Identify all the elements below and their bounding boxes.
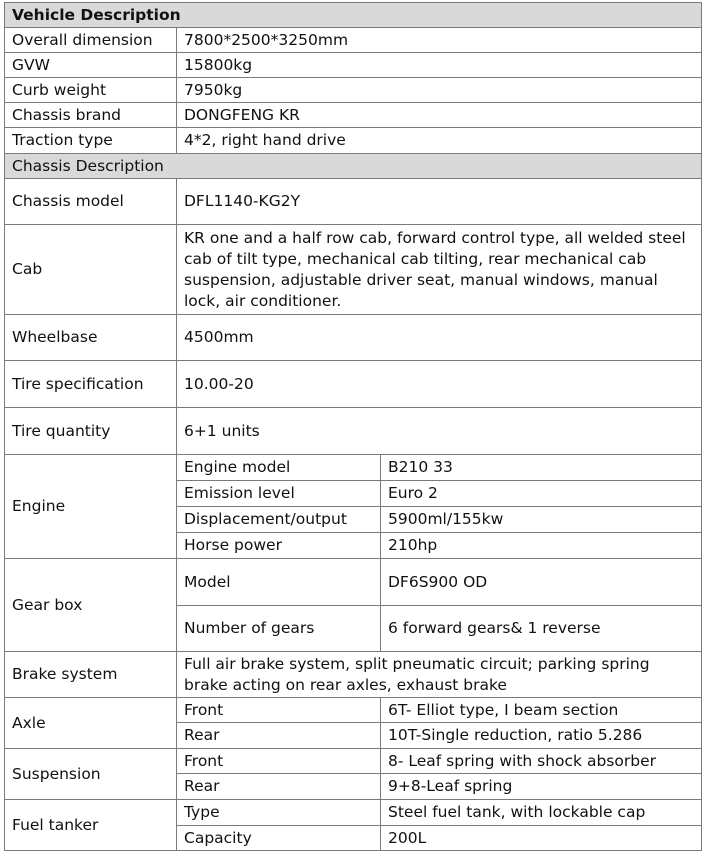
engine-label: Engine [5,455,177,559]
fuel-tank-capacity-label: Capacity [177,826,381,851]
number-of-gears-label: Number of gears [177,606,381,652]
emission-level-value: Euro 2 [381,481,702,507]
displacement-output-label: Displacement/output [177,507,381,533]
axle-label: Axle [5,698,177,749]
table-row [5,103,702,128]
table-row [5,749,702,774]
table-row [5,455,702,481]
table-row [5,698,702,723]
table-row [5,225,702,315]
chassis-model-value: DFL1140-KG2Y [177,179,702,225]
chassis-description-header-row [5,154,702,179]
table-row [5,559,702,606]
table-row [5,315,702,361]
table-row [5,28,702,53]
gearbox-label: Gear box [5,559,177,652]
chassis-brand-value: DONGFENG KR [177,103,702,128]
suspension-label: Suspension [5,749,177,800]
table-row [5,179,702,225]
traction-type-value: 4*2, right hand drive [177,128,702,154]
horse-power-value: 210hp [381,533,702,559]
spec-table [4,2,702,851]
gearbox-model-label: Model [177,559,381,606]
fuel-tank-type-value: Steel fuel tank, with lockable cap [381,800,702,826]
number-of-gears-value: 6 forward gears& 1 reverse [381,606,702,652]
table-row [5,128,702,154]
displacement-output-value: 5900ml/155kw [381,507,702,533]
overall-dimension-value: 7800*2500*3250mm [177,28,702,53]
curb-weight-label: Curb weight [5,78,177,103]
fuel-tank-capacity-value: 200L [381,826,702,851]
chassis-brand-label: Chassis brand [5,103,177,128]
gearbox-model-value: DF6S900 OD [381,559,702,606]
traction-type-label: Traction type [5,128,177,154]
wheelbase-label: Wheelbase [5,315,177,361]
axle-front-value: 6T- Elliot type, I beam section [381,698,702,723]
chassis-description-title: Chassis Description [5,154,702,179]
tire-spec-value: 10.00-20 [177,361,702,408]
wheelbase-value: 4500mm [177,315,702,361]
chassis-model-label: Chassis model [5,179,177,225]
engine-model-value: B210 33 [381,455,702,481]
curb-weight-value: 7950kg [177,78,702,103]
horse-power-label: Horse power [177,533,381,559]
table-row [5,78,702,103]
engine-model-label: Engine model [177,455,381,481]
table-row [5,361,702,408]
table-row [5,652,702,698]
vehicle-description-title: Vehicle Description [5,3,702,28]
suspension-rear-label: Rear [177,774,381,800]
cab-label: Cab [5,225,177,315]
suspension-rear-value: 9+8-Leaf spring [381,774,702,800]
suspension-front-label: Front [177,749,381,774]
brake-system-value: Full air brake system, split pneumatic circuit; parking spring brake acting on rear axles, exhaust brake [177,652,702,698]
gvw-value: 15800kg [177,53,702,78]
fuel-tank-type-label: Type [177,800,381,826]
tire-spec-label: Tire specification [5,361,177,408]
cab-value: KR one and a half row cab, forward control type, all welded steel cab of tilt type, mechanical cab tilting, rear mechanical cab suspension, adjustable driver seat, manual windows, manual lock, air conditioner. [177,225,702,315]
axle-rear-label: Rear [177,723,381,749]
fuel-tanker-label: Fuel tanker [5,800,177,851]
brake-system-label: Brake system [5,652,177,698]
gvw-label: GVW [5,53,177,78]
axle-rear-value: 10T-Single reduction, ratio 5.286 [381,723,702,749]
emission-level-label: Emission level [177,481,381,507]
axle-front-label: Front [177,698,381,723]
vehicle-description-header-row [5,3,702,28]
table-row [5,408,702,455]
tire-quantity-value: 6+1 units [177,408,702,455]
table-row [5,800,702,826]
tire-quantity-label: Tire quantity [5,408,177,455]
overall-dimension-label: Overall dimension [5,28,177,53]
table-row [5,53,702,78]
suspension-front-value: 8- Leaf spring with shock absorber [381,749,702,774]
